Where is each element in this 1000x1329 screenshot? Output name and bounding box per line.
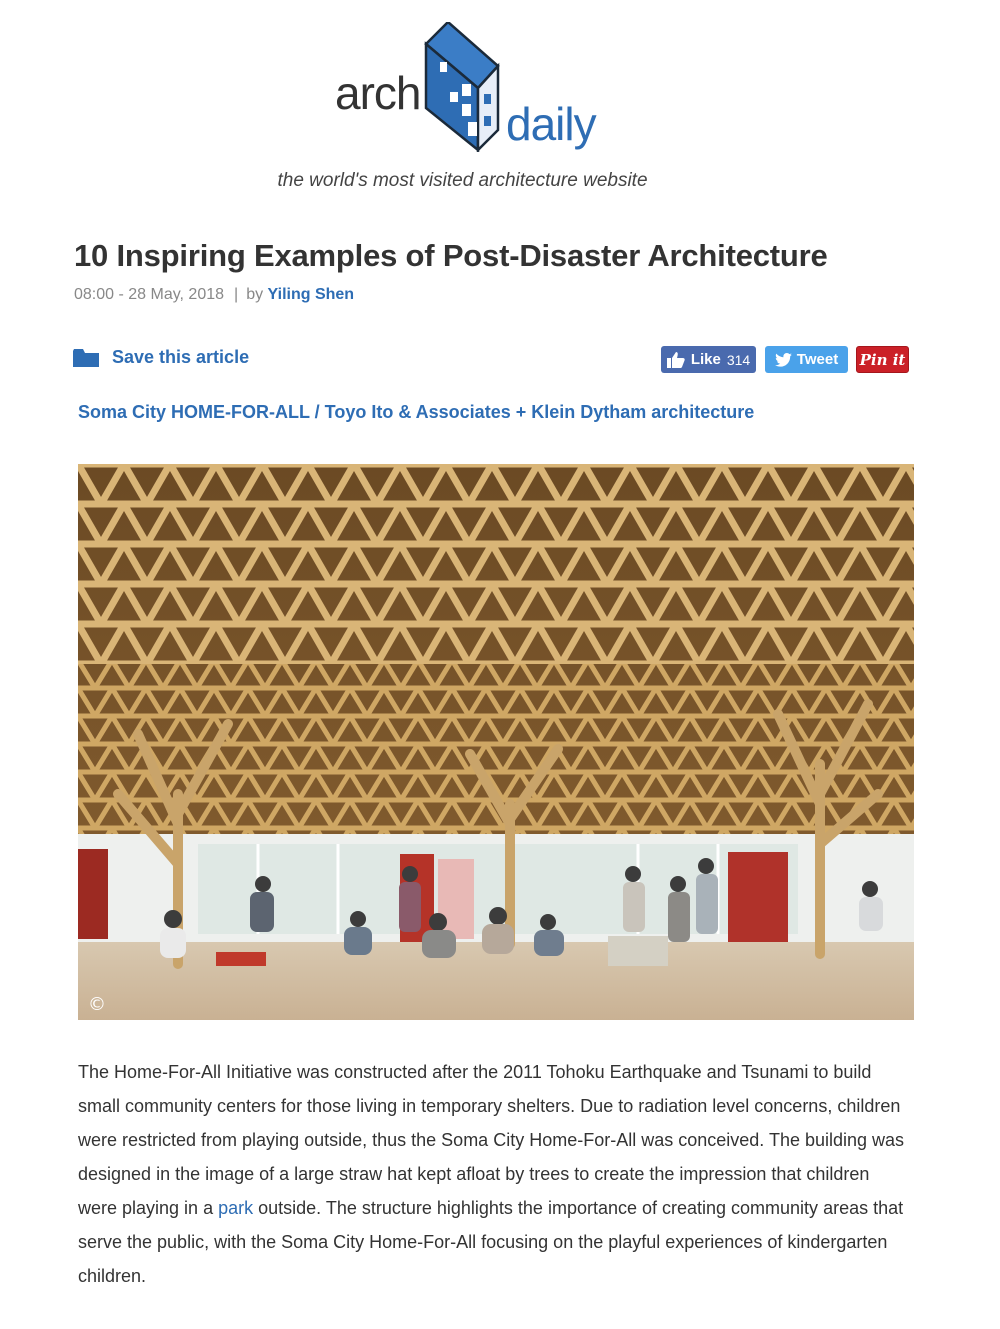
thumbs-up-icon — [667, 352, 685, 368]
project-caption-link[interactable]: Soma City HOME-FOR-ALL / Toyo Ito & Associates + Klein Dytham architecture — [78, 402, 755, 422]
pinterest-pin-button[interactable] — [856, 346, 909, 373]
tweet-button[interactable] — [765, 346, 848, 373]
tweet-label: Tweet — [796, 351, 839, 368]
photo-copyright: © — [88, 994, 106, 1015]
article-meta — [74, 286, 354, 304]
body-text-part-2: outside. The structure highlights the importance of creating community areas that serve the public, with the Soma City Home-For-All focusing on the playful experiences of kindergarten children. — [78, 1198, 904, 1286]
wooden-lattice-ceiling-image — [78, 464, 914, 1020]
body-text-part-1: The Home-For-All Initiative was constructed after the 2011 Tohoku Earthquake and Tsunami to build small community centers for those living in temporary shelters. Due to radiation level concerns, children were restricted from playing outside, thus the Soma City Home-For-All was conceived. The building was designed in the image of a large straw hat kept afloat by trees to create the impression that children were playing in a — [78, 1062, 905, 1218]
facebook-like-button[interactable] — [661, 346, 756, 373]
like-label: Like — [690, 351, 721, 368]
folder-icon — [73, 349, 99, 367]
like-count: 314 — [726, 351, 751, 368]
tagline: the world's most visited architecture website — [277, 170, 648, 191]
author-link[interactable]: Yiling Shen — [267, 286, 355, 303]
article-body — [78, 1055, 908, 1293]
by-label: by — [246, 286, 264, 303]
article-photo[interactable] — [78, 464, 914, 1020]
logo-daily-text[interactable]: daily — [506, 98, 596, 150]
twitter-bird-icon — [775, 353, 792, 367]
logo-arch-text[interactable]: arch — [335, 67, 421, 119]
site-header — [0, 0, 1000, 205]
article-title: 10 Inspiring Examples of Post-Disaster Architecture — [74, 238, 828, 273]
meta-separator: | — [234, 286, 239, 303]
save-article-button[interactable] — [73, 347, 249, 368]
pin-label: Pin it — [859, 350, 906, 369]
archdaily-building-logo-icon[interactable] — [422, 22, 504, 152]
park-link[interactable]: park — [218, 1198, 254, 1218]
save-article-label: Save this article — [112, 347, 250, 367]
publish-date: 08:00 - 28 May, 2018 — [74, 286, 225, 303]
